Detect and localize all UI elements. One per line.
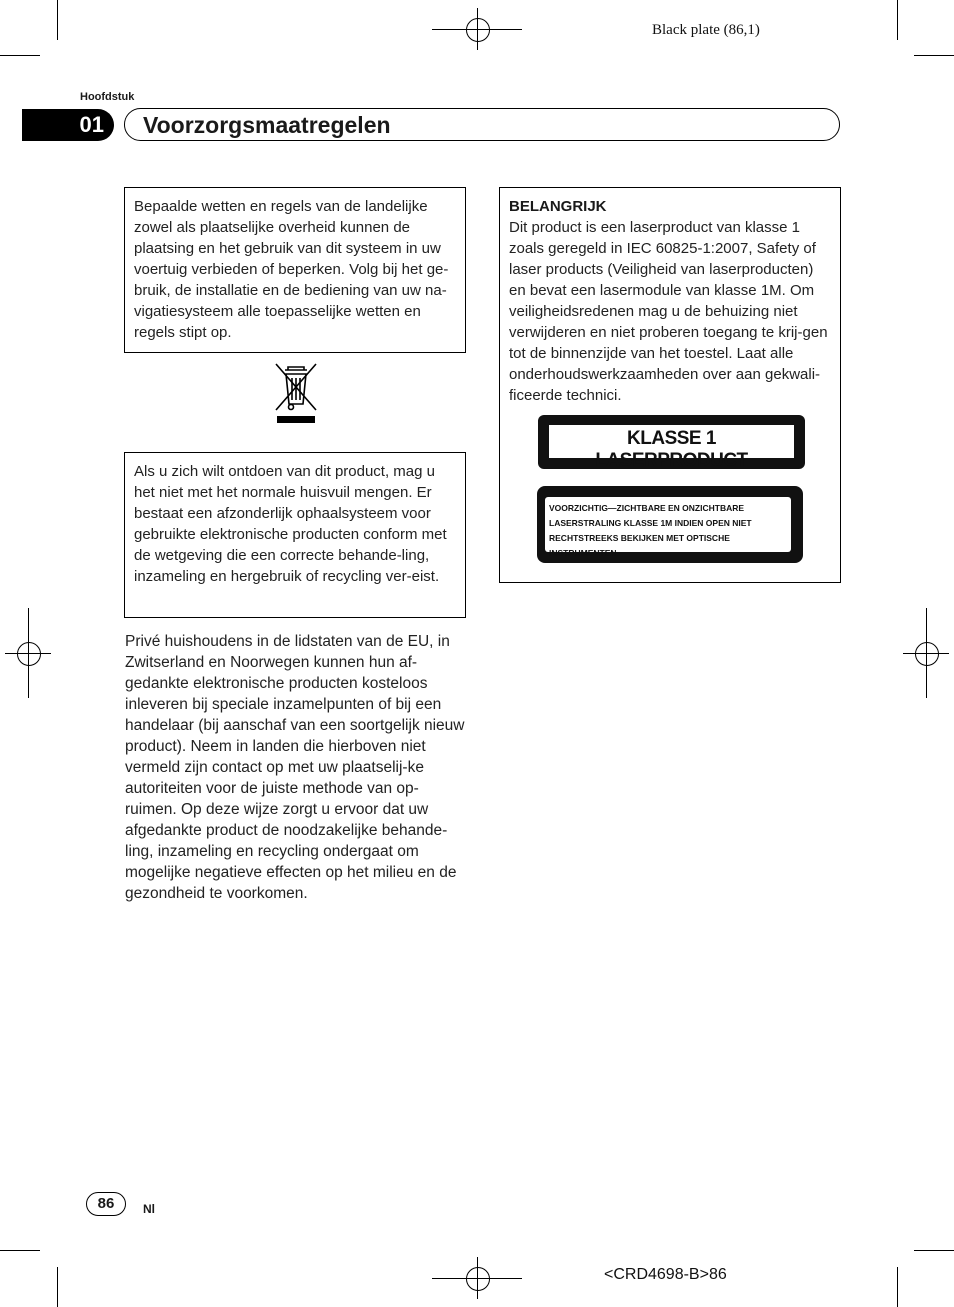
language-code: Nl	[143, 1202, 155, 1216]
plate-info: Black plate (86,1)	[652, 22, 760, 38]
crop-mark	[914, 1250, 954, 1251]
laser-warning-text: VOORZICHTIG—ZICHTBARE EN ONZICHTBARE LASERSTRALING KLASSE 1M INDIEN OPEN NIET RECHTSTREEKS BEKIJKEN MET OPTISCHE INSTRUMENTEN.	[549, 503, 752, 558]
crossed-out-wheelie-bin-icon	[274, 362, 318, 424]
crop-mark	[897, 0, 898, 40]
crop-mark	[0, 55, 40, 56]
body-paragraph: Privé huishoudens in de lidstaten van de EU, in Zwitserland en Noorwegen kunnen hun af-gedankte elektronische producten kosteloos inleveren bij speciale inzamelpunten of bij een handelaar (bij aanschaf van een soortgelijk nieuw product). Neem in landen die hierboven niet vermeld zijn contact op met uw plaatselij-ke autoriteiten voor de juiste methode van op-ruimen. Op deze wijze zorgt u ervoor dat uw afgedankte product de noodzakelijke behande-ling, inzameling en recycling ondergaat om mogelijke negatieve effecten op het milieu en de gezondheid te voorkomen.	[125, 633, 465, 902]
crop-mark	[57, 1267, 58, 1307]
important-heading: BELANGRIJK	[509, 198, 607, 215]
chapter-number: 01	[22, 109, 114, 141]
document-code: <CRD4698-B>86	[604, 1266, 727, 1283]
chapter-title: Voorzorgsmaatregelen	[143, 112, 391, 138]
crop-mark	[914, 55, 954, 56]
page-number: 86	[86, 1192, 126, 1216]
crop-mark	[897, 1267, 898, 1307]
laser-class-label-text: KLASSE 1 LASERPRODUCT	[595, 428, 748, 471]
legal-notice-text: Bepaalde wetten en regels van de landelijke zowel als plaatselijke overheid kunnen de plaatsing en het gebruik van dit systeem in uw voertuig verbieden of beperken. Volg bij het ge-bruik, de installatie en de bediening van uw na-vigatiesysteem alle toepasselijke wetten en regels stipt op.	[134, 198, 449, 341]
disposal-notice-text: Als u zich wilt ontdoen van dit product, mag u het niet met het normale huisvuil mengen. Er bestaat een afzonderlijk ophaalsysteem voor gebruikte elektronische producten conform met de wetgeving die een correcte behande-ling, inzameling en hergebruik of recycling ver-eist.	[134, 463, 447, 585]
important-text: Dit product is een laserproduct van klasse 1 zoals geregeld in IEC 60825-1:2007, Safety of laser products (Veiligheid van laserproducten) en bevat een lasermodule van klasse 1M. Om veiligheidsredenen mag u de behuizing niet verwijderen en niet proberen toegang te krij-gen tot de binnenzijde van het toestel. Laat alle onderhoudswerkzaamheden over aan gekwali-ficeerde technici.	[509, 219, 828, 404]
crop-mark	[57, 0, 58, 40]
chapter-label: Hoofdstuk	[80, 91, 135, 103]
crop-mark	[0, 1250, 40, 1251]
